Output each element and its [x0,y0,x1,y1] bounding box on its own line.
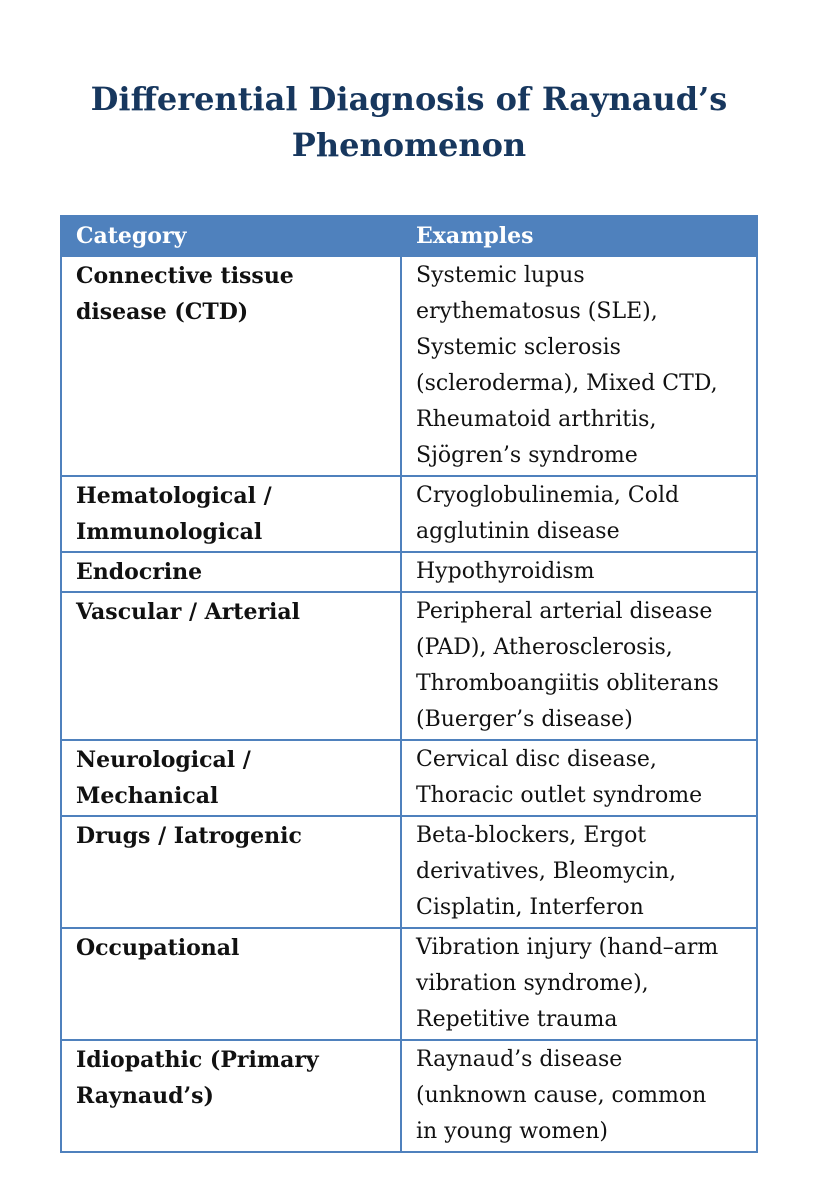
examples-line: Systemic lupus [416,263,585,288]
category-cell [61,1040,401,1152]
page-title-line-1: Differential Diagnosis of Raynaud’s [90,80,728,118]
examples-line: erythematosus (SLE), [416,299,658,324]
examples-line: Peripheral arterial disease [416,599,713,624]
table-row [61,816,757,928]
category-line: Connective tissue [76,263,294,289]
category-line: Idiopathic (Primary [76,1047,319,1073]
table-header-row [61,216,757,256]
differential-diagnosis-table [60,215,758,1153]
examples-cell [401,816,757,928]
examples-line: Rheumatoid arthritis, [416,407,657,432]
examples-line: Cervical disc disease, [416,747,657,772]
category-cell [61,816,401,928]
examples-line: vibration syndrome), [416,971,649,996]
header-examples: Examples [401,216,757,256]
category-line: Endocrine [76,559,203,585]
category-line: Hematological / [76,483,272,509]
examples-line: (scleroderma), Mixed CTD, [416,371,718,396]
examples-line: Hypothyroidism [416,559,595,584]
examples-line: Systemic sclerosis [416,335,621,360]
examples-line: Raynaud’s disease [416,1047,623,1072]
examples-line: agglutinin disease [416,519,620,544]
table-row [61,740,757,816]
examples-line: derivatives, Bleomycin, [416,859,677,884]
examples-cell [401,1040,757,1152]
category-line: Occupational [76,935,240,961]
examples-line: (Buerger’s disease) [416,707,633,732]
examples-line: Thoracic outlet syndrome [416,783,703,808]
page-title-line-2: Phenomenon [291,126,527,164]
page-title [0,76,818,168]
examples-line: (unknown cause, common [416,1083,707,1108]
category-line: Immunological [76,519,263,545]
category-line: Drugs / Iatrogenic [76,823,302,849]
examples-cell [401,552,757,592]
category-line: Mechanical [76,783,219,809]
table-row [61,592,757,740]
examples-line: Thromboangiitis obliterans [416,671,719,696]
category-cell [61,928,401,1040]
table-row [61,552,757,592]
examples-cell [401,928,757,1040]
examples-line: Sjögren’s syndrome [416,443,638,468]
examples-line: Beta-blockers, Ergot [416,823,647,848]
category-cell [61,256,401,476]
category-line: Vascular / Arterial [76,599,301,625]
examples-cell [401,740,757,816]
examples-line: Cisplatin, Interferon [416,895,644,920]
examples-cell [401,592,757,740]
category-cell [61,592,401,740]
category-cell [61,476,401,552]
examples-cell [401,476,757,552]
table-row [61,928,757,1040]
category-cell [61,740,401,816]
examples-line: Cryoglobulinemia, Cold [416,483,680,508]
examples-cell [401,256,757,476]
category-line: Neurological / [76,747,251,773]
category-cell [61,552,401,592]
examples-line: Repetitive trauma [416,1007,618,1032]
category-line: Raynaud’s) [76,1083,214,1109]
header-category: Category [61,216,401,256]
category-line: disease (CTD) [76,299,249,325]
table-row [61,256,757,476]
examples-line: Vibration injury (hand–arm [416,935,719,960]
table-body [61,256,757,1152]
table-row [61,476,757,552]
table-row [61,1040,757,1152]
examples-line: in young women) [416,1119,608,1144]
examples-line: (PAD), Atherosclerosis, [416,635,673,660]
